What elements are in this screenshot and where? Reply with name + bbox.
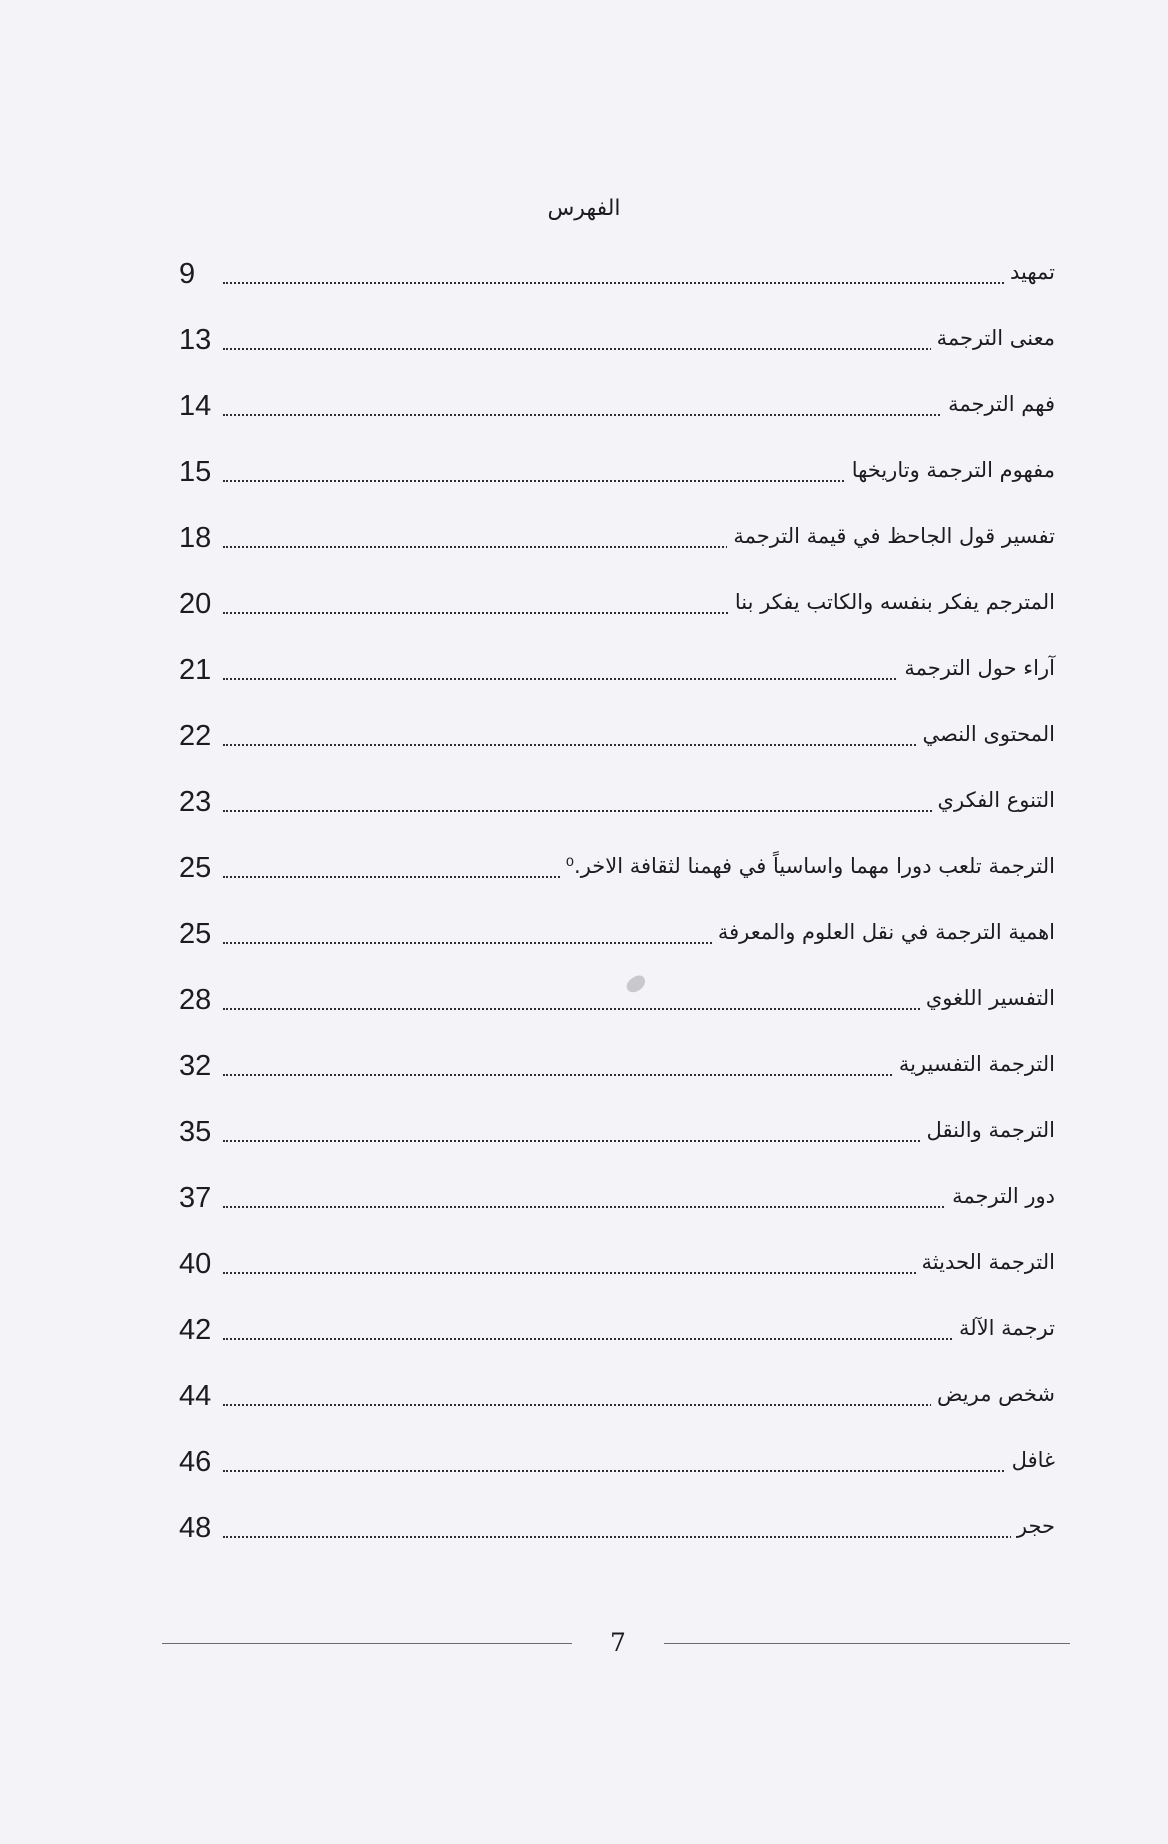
toc-entry-title: التنوع الفكري	[932, 788, 1055, 812]
toc-page-number: 28	[179, 984, 212, 1016]
toc-entry-title: شخص مريض	[931, 1382, 1055, 1406]
toc-entry-title: مفهوم الترجمة وتاريخها	[846, 458, 1055, 482]
toc-entry	[175, 384, 1055, 450]
toc-entry	[175, 1044, 1055, 1110]
toc-entry-title: المحتوى النصي	[916, 722, 1055, 746]
toc-entry	[175, 450, 1055, 516]
page-title: الفهرس	[547, 196, 621, 221]
toc-entry-title: فهم الترجمة	[942, 392, 1055, 416]
toc-entry-title: الترجمة التفسيرية	[893, 1052, 1055, 1076]
toc-entry	[175, 1110, 1055, 1176]
toc-page-number: 35	[179, 1116, 212, 1148]
toc-page-number: 14	[179, 390, 212, 422]
footer-rule-right	[664, 1643, 1070, 1644]
toc-page-number: 9	[179, 258, 196, 290]
page-number: 7	[610, 1628, 626, 1657]
dot-leader	[223, 810, 1055, 812]
toc-entry-title: حجر	[1011, 1514, 1055, 1538]
toc-page-number: 25	[179, 918, 212, 950]
toc-entry-title: معنى الترجمة	[931, 326, 1055, 350]
toc-entry	[175, 1506, 1055, 1572]
toc-entry	[175, 1308, 1055, 1374]
toc-entry-title: اهمية الترجمة في نقل العلوم والمعرفة	[712, 920, 1055, 944]
toc-page-number: 42	[179, 1314, 212, 1346]
toc-entry	[175, 516, 1055, 582]
toc-entry-title: المترجم يفكر بنفسه والكاتب يفكر بنا	[729, 590, 1055, 614]
toc-page-number: 25	[179, 852, 212, 884]
toc-entry	[175, 1176, 1055, 1242]
toc-entry-title: دور الترجمة	[946, 1184, 1055, 1208]
toc-entry	[175, 1374, 1055, 1440]
toc-page-number: 48	[179, 1512, 212, 1544]
toc-entry-title: التفسير اللغوي	[920, 986, 1055, 1010]
toc-entry-title: غافل	[1006, 1448, 1055, 1472]
toc-page-number: 13	[179, 324, 212, 356]
toc-entry-title: تمهيد	[1004, 260, 1055, 284]
toc-page-number: 32	[179, 1050, 212, 1082]
footer-rule-left	[162, 1643, 572, 1644]
toc-entry	[175, 846, 1055, 912]
dot-leader	[223, 1536, 1055, 1538]
dot-leader	[223, 414, 1055, 416]
dot-leader	[223, 1470, 1055, 1472]
dot-leader	[223, 1338, 1055, 1340]
toc-entry-title: تفسير قول الجاحظ في قيمة الترجمة	[727, 524, 1055, 548]
toc-entry-title: ترجمة الآلة	[953, 1316, 1055, 1340]
toc-entry	[175, 714, 1055, 780]
toc-page-number: 20	[179, 588, 212, 620]
toc-entry	[175, 318, 1055, 384]
toc-page-number: 22	[179, 720, 212, 752]
toc-entry-title: آراء حول الترجمة	[898, 656, 1055, 680]
toc-entry-title: الترجمة تلعب دورا مهما واساسياً في فهمنا لثقافة الاخر.⁰	[560, 854, 1055, 878]
toc-page-number: 46	[179, 1446, 212, 1478]
toc-page-number: 23	[179, 786, 212, 818]
toc-page-number: 18	[179, 522, 212, 554]
dot-leader	[223, 282, 1055, 284]
toc-entry	[175, 648, 1055, 714]
toc-entry	[175, 1242, 1055, 1308]
toc-entry	[175, 1440, 1055, 1506]
toc-entry	[175, 252, 1055, 318]
toc-page-number: 21	[179, 654, 212, 686]
toc-page-number: 37	[179, 1182, 212, 1214]
dot-leader	[223, 1206, 1055, 1208]
toc-entry	[175, 582, 1055, 648]
toc-entry	[175, 912, 1055, 978]
toc-page-number: 15	[179, 456, 212, 488]
table-of-contents	[175, 252, 1055, 1572]
toc-entry-title: الترجمة الحديثة	[916, 1250, 1055, 1274]
toc-entry-title: الترجمة والنقل	[921, 1118, 1055, 1142]
toc-page-number: 40	[179, 1248, 212, 1280]
toc-page-number: 44	[179, 1380, 212, 1412]
toc-entry	[175, 780, 1055, 846]
toc-entry	[175, 978, 1055, 1044]
